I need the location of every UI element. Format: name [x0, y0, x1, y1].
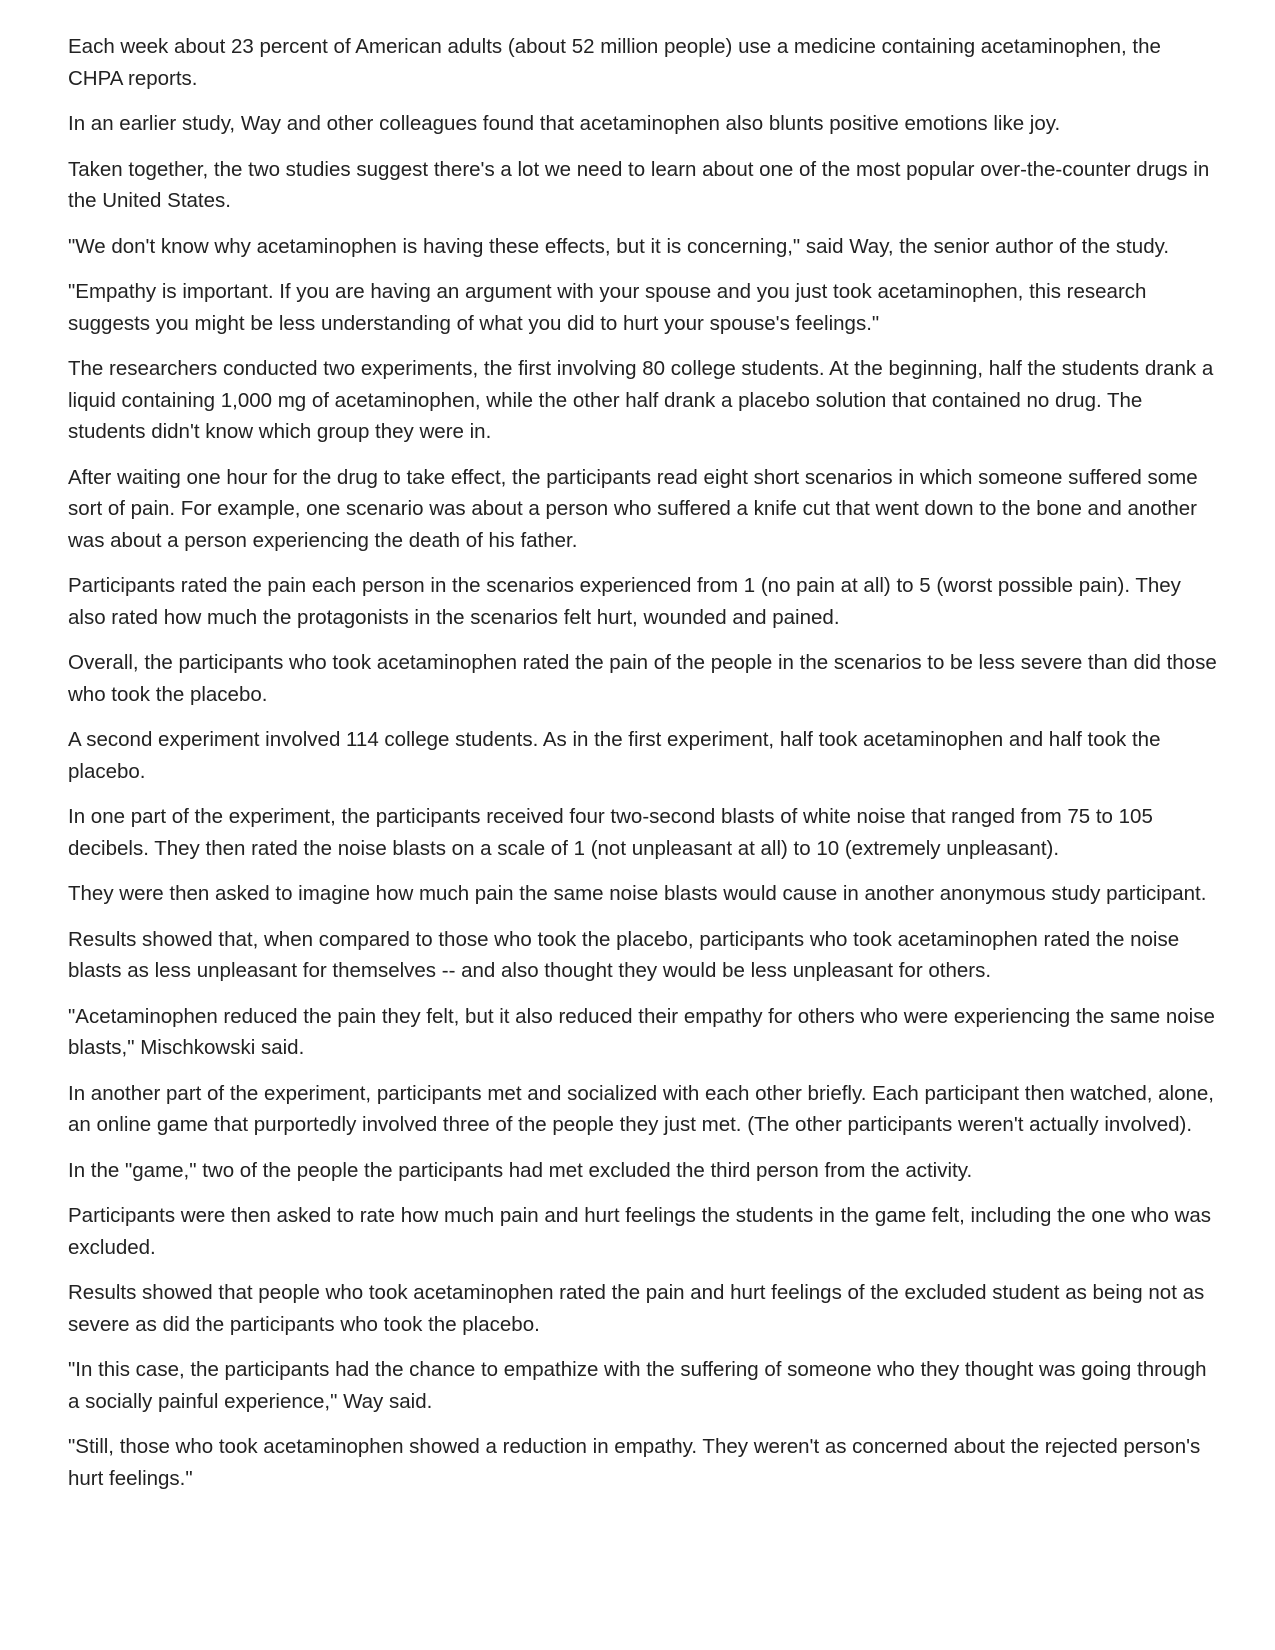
paragraph-empathy-quote: "Empathy is important. If you are having an argument with your spouse and you just took acetaminophen, this research suggests you might be less understanding of what you did to hurt your spouse's feelings." [68, 280, 1147, 335]
paragraph-taken-together: Taken together, the two studies suggest there's a lot we need to learn about one of the most popular over-the-counter drugs in the United States. [68, 157, 1210, 212]
paragraph-overall-result: Overall, the participants who took acetaminophen rated the pain of the people in the scenarios to be less severe than did those who took the placebo. [68, 651, 1217, 706]
paragraph-pain-rating: Participants rated the pain each person in the scenarios experienced from 1 (no pain at all) to 5 (worst possible pain). They also rated how much the protagonists in the scenarios felt hurt, wounded and pained. [68, 574, 1181, 629]
article-body [68, 31, 1218, 1508]
paragraph-experiment-one: The researchers conducted two experiments, the first involving 80 college students. At the beginning, half the students drank a liquid containing 1,000 mg of acetaminophen, while the other half drank a placebo solution that contained no drug. The students didn't know which group they were in. [68, 357, 1214, 443]
paragraph-imagine-pain: They were then asked to imagine how much pain the same noise blasts would cause in another anonymous study participant. [68, 882, 1207, 905]
paragraph-scenarios: After waiting one hour for the drug to take effect, the participants read eight short scenarios in which someone suffered some sort of pain. For example, one scenario was about a person who suffered a knife cut that went down to the bone and another was about a person experiencing the death of his father. [68, 465, 1198, 552]
paragraph-weekly-usage: Each week about 23 percent of American adults (about 52 million people) use a medicine containing acetaminophen, the CHPA reports. [68, 35, 1161, 90]
paragraph-noise-results: Results showed that, when compared to those who took the placebo, participants who took acetaminophen rated the noise blasts as less unpleasant for themselves -- and also thought they would be less unpleasant for others. [68, 927, 1180, 982]
paragraph-way-quote: "We don't know why acetaminophen is having these effects, but it is concerning," said Way, the senior author of the study. [68, 234, 1170, 258]
paragraph-rate-hurt: Participants were then asked to rate how much pain and hurt feelings the students in the game felt, including the one who was excluded. [68, 1204, 1211, 1259]
paragraph-mischkowski-quote: "Acetaminophen reduced the pain they felt, but it also reduced their empathy for others who were experiencing the same noise blasts," Mischkowski said. [68, 1004, 1215, 1059]
paragraph-way-social-quote: "In this case, the participants had the chance to empathize with the suffering of someone who they thought was going through a socially painful experience," Way said. [68, 1358, 1207, 1413]
paragraph-online-game: In another part of the experiment, participants met and socialized with each other briefly. Each participant then watched, alone, an online game that purportedly involved three of the people they just met. (The other participants weren't actually involved). [68, 1081, 1214, 1136]
paragraph-experiment-two: A second experiment involved 114 college students. As in the first experiment, half took acetaminophen and half took the placebo. [68, 728, 1161, 783]
paragraph-reduction-quote: "Still, those who took acetaminophen showed a reduction in empathy. They weren't as concerned about the rejected person's hurt feelings." [68, 1435, 1201, 1490]
paragraph-earlier-study: In an earlier study, Way and other colleagues found that acetaminophen also blunts positive emotions like joy. [68, 112, 1061, 135]
paragraph-noise-blasts: In one part of the experiment, the participants received four two-second blasts of white noise that ranged from 75 to 105 decibels. They then rated the noise blasts on a scale of 1 (not unpleasant at all) to 10 (extremely unpleasant). [68, 805, 1153, 860]
paragraph-exclusion: In the "game," two of the people the participants had met excluded the third person from the activity. [68, 1158, 973, 1182]
paragraph-exclusion-results: Results showed that people who took acetaminophen rated the pain and hurt feelings of the excluded student as being not as severe as did the participants who took the placebo. [68, 1281, 1205, 1336]
